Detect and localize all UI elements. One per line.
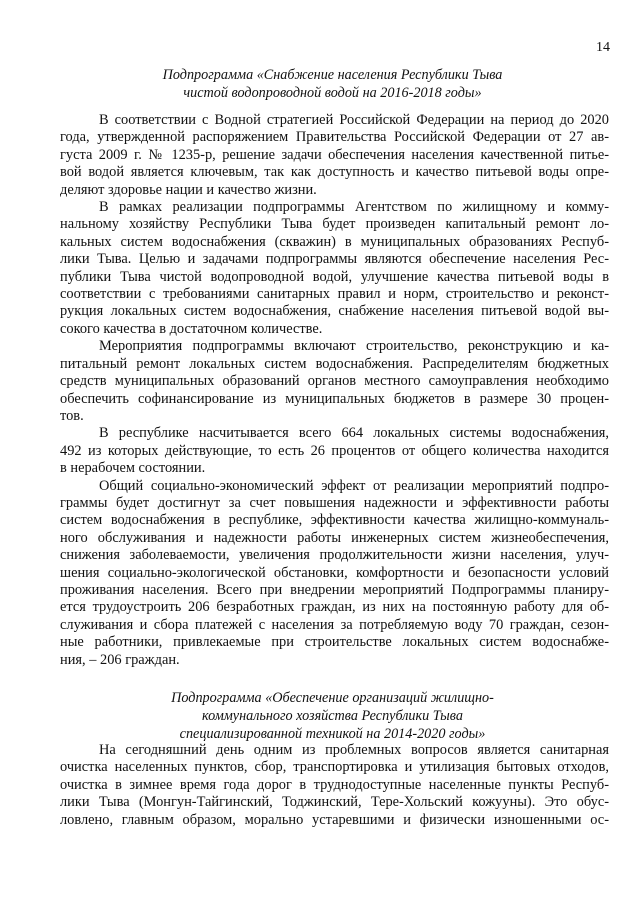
text-line: В республике насчитывается всего 664 локальных системы водоснабжения, [99,425,609,442]
text-line: кальных систем водоснабжения (скважин) в муниципальных образованиях Респуб- [60,233,609,250]
paragraph [60,478,609,669]
text-line: в нерабочем состоянии. [60,460,206,477]
text-line: Мероприятия подпрограммы включают строительство, реконструкцию и ка- [99,338,609,355]
text-line: В рамках реализации подпрограммы Агентством по жилищному и комму- [99,199,609,216]
text-line: тов. [60,407,84,424]
text-line: густа 2009 г. № 1235-р, решение задачи обеспечения населения качественной питье- [60,146,609,163]
heading-line: коммунального хозяйства Республики Тыва [202,708,463,724]
text-line: соответствии с требованиями санитарных правил и норм, строительство и реконст- [60,286,609,303]
heading-line: Подпрограмма «Снабжение населения Республики Тыва [162,67,503,83]
text-line: вой водой является ключевым, так как доступность и качество питьевой воды опре- [60,164,609,181]
text-line: служивания и сбора платежей с населения за потребляемую воду 70 граждан, сезон- [60,616,609,633]
text-line: нальному хозяйству Республики Тыва будет произведен капитальный ремонт ло- [60,216,609,233]
text-line: лики Тыва. Целью и задачами подпрограммы являются обеспечение населения Рес- [60,251,609,268]
heading-line: Подпрограмма «Обеспечение организаций жилищно- [171,690,494,706]
paragraph [60,112,609,199]
text-line: ного обслуживания и надежности работы инженерных систем жизнеобеспечения, [60,529,609,546]
text-line: ловлено, главным образом, морально устаревшими и физически изношенными ос- [60,811,609,828]
text-line: очистка населенных пунктов, сбор, транспортировка и утилизация бытовых отходов, [60,759,609,776]
heading-line: специализированной техникой на 2014-2020 годы» [179,726,486,742]
text-line: деляют здоровье нации и качество жизни. [60,181,317,198]
text-line: шения социально-экологической обстановки, комфортности и безопасности условий [60,564,609,581]
text-line: обеспечить софинансирование из муниципальных бюджетов в размере 30 процен- [60,390,609,407]
text-line: Общий социально-экономический эффект от реализации мероприятий подпро- [99,477,609,494]
text-line: очистка в зимнее время года дорог в труднодоступные населенные пункты Респуб- [60,776,609,793]
section-2-heading [100,689,565,743]
text-line: средств муниципальных образований органов местного самоуправления необходимо [60,373,609,390]
text-line: сокого качества в достаточном количестве. [60,320,323,337]
text-line: года, утвержденной распоряжением Правительства Российской Федерации от 27 ав- [60,129,609,146]
text-line: рукция локальных систем водоснабжения, снабжение населения питьевой водой вы- [60,303,609,320]
text-line: лики Тыва (Монгун-Тайгинский, Тоджинский, Тере-Хольский кожууны). Это обус- [60,794,609,811]
paragraph [60,742,609,829]
text-line: проживания населения. Всего при внедрении мероприятий Подпрограммы планиру- [60,581,609,598]
text-line: питальный ремонт локальных систем водоснабжения. Распределителям бюджетных [60,355,609,372]
section-2-body [60,742,609,829]
heading-line: чистой водопроводной водой на 2016-2018 годы» [183,85,482,101]
paragraph [60,338,609,425]
page-number: 14 [596,40,610,55]
text-line: В соответствии с Водной стратегией Российской Федерации на период до 2020 [99,112,609,128]
text-line: публики Тыва чистой водопроводной водой, улучшение качества питьевой воды в [60,268,609,285]
text-line: На сегодняшний день одним из проблемных вопросов является санитарная [99,742,609,758]
text-line: ния, – 206 граждан. [60,651,180,668]
section-1-body [60,112,609,669]
text-line: 492 из которых действующие, то есть 26 процентов от общего количества находится [60,442,609,459]
text-line: граммы будет достигнут за счет повышения надежности и эффективности работы [60,494,609,511]
paragraph [60,199,609,338]
text-line: снижения заболеваемости, увеличения продолжительности жизни населения, улуч- [60,547,609,564]
text-line: ные работники, привлекаемые при строительстве локальных систем водоснабже- [60,634,609,651]
section-1-heading [100,66,565,102]
text-line: систем водоснабжения в республике, эффективности качества жилищно-коммуналь- [60,512,609,529]
paragraph [60,425,609,477]
text-line: ется трудоустроить 206 безработных граждан, из них на постоянную работу для об- [60,599,609,616]
